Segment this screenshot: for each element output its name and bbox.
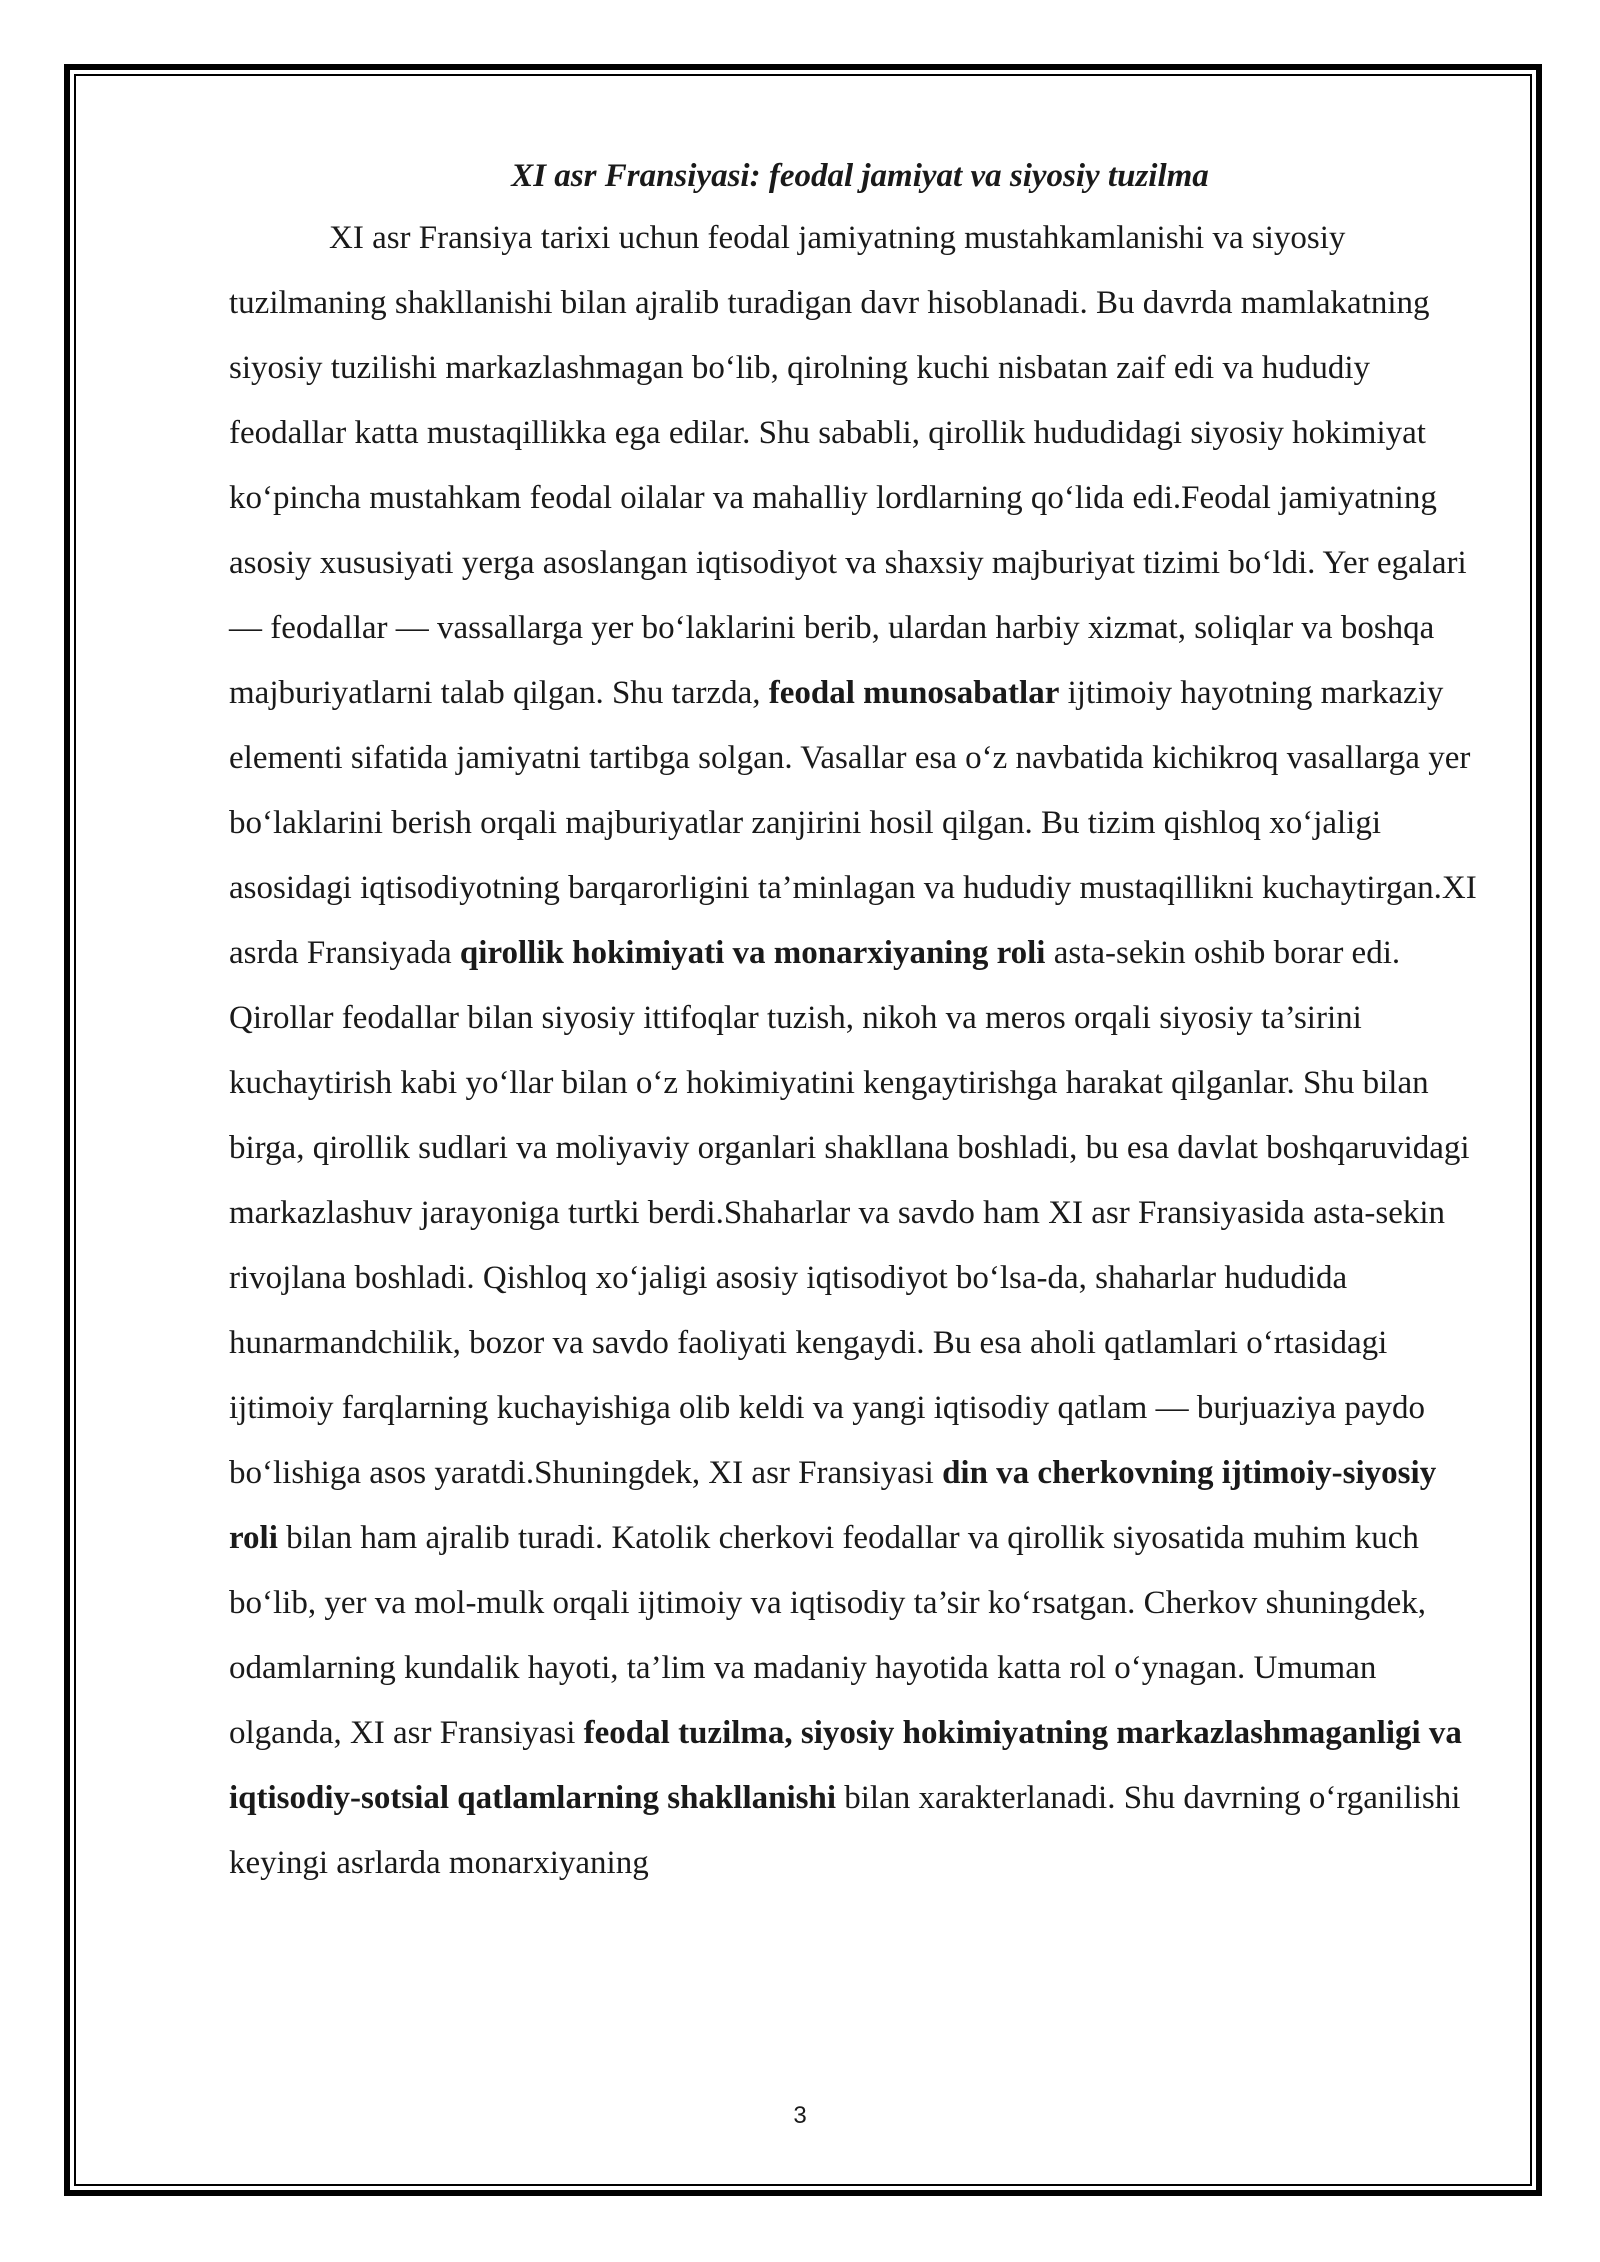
paragraph-text: XI asr Fransiya tarixi uchun feodal jamiyatning mustahkamlanishi va siyosiy tuzilmaning shakllanishi bilan ajralib turadigan davr hisoblanadi. Bu davrda mamlakatning siyosiy tuzilishi markazlashmagan bo‘lib, qirolning kuchi nisbatan zaif edi va hududiy feodallar katta mustaqillikka ega edilar. Shu sababli, qirollik hududidagi siyosiy hokimiyat ko‘pincha mustahkam feodal oilalar va mahalliy lordlarning qo‘lida edi.Feodal jamiyatning asosiy xususiyati yerga asoslangan iqtisodiyot va shaxsiy majburiyat tizimi bo‘ldi. Yer egalari — feodallar — vassallarga yer bo‘laklarini berib, ulardan harbiy xizmat, soliqlar va boshqa majburiyatlarni talab qilgan. Shu tarzda, xyxy=(229,220,1467,711)
document-body xyxy=(229,148,1491,1896)
document-title: XI asr Fransiyasi: feodal jamiyat va siyosiy tuzilma xyxy=(511,158,1209,194)
paragraph-text: bilan ham ajralib turadi. Katolik cherkovi feodallar va qirollik siyosatida muhim kuch bo‘lib, yer va mol-mulk orqali ijtimoiy va iqtisodiy ta’sir ko‘rsatgan. Cherkov shuningdek, odamlarning kundalik hayoti, ta’lim va madaniy hayotida katta rol o‘ynagan. Umuman olganda, XI asr Fransiyasi xyxy=(229,1520,1426,1751)
bold-term-feodal-tuzilma: feodal tuzilma, siyosiy hokimiyatning markazlashmaganligi va iqtisodiy-sotsial qatlamlarning shakllanishi xyxy=(229,1715,1462,1816)
bold-term-qirollik-hokimiyati: qirollik hokimiyati va monarxiyaning roli xyxy=(459,935,1046,971)
main-paragraph xyxy=(229,206,1491,1896)
bold-term-din-va-cherkov: din va cherkovning ijtimoiy-siyosiy roli xyxy=(229,1455,1437,1556)
paragraph-text: ijtimoiy hayotning markaziy elementi sifatida jamiyatni tartibga solgan. Vasallar esa o‘z navbatida kichikroq vasallarga yer bo‘laklarini berish orqali majburiyatlar zanjirini hosil qilgan. Bu tizim qishloq xo‘jaligi asosidagi iqtisodiyotning barqarorligini ta’minlagan va hududiy mustaqillikni kuchaytirgan.XI asrda Fransiyada xyxy=(229,675,1477,971)
paragraph-text: asta-sekin oshib borar edi. Qirollar feodallar bilan siyosiy ittifoqlar tuzish, nikoh va meros orqali siyosiy ta’sirini kuchaytirish kabi yo‘llar bilan o‘z hokimiyatini kengaytirishga harakat qilganlar. Shu bilan birga, qirollik sudlari va moliyaviy organlari shakllana boshladi, bu esa davlat boshqaruvidagi markazlashuv jarayoniga turtki berdi.Shaharlar va savdo ham XI asr Fransiyasida asta-sekin rivojlana boshladi. Qishloq xo‘jaligi asosiy iqtisodiyot bo‘lsa-da, shaharlar hududida hunarmandchilik, bozor va savdo faoliyati kengaydi. Bu esa aholi qatlamlari o‘rtasidagi ijtimoiy farqlarning kuchayishiga olib keldi va yangi iqtisodiy qatlam — burjuaziya paydo bo‘lishiga asos yaratdi.Shuningdek, XI asr Fransiyasi xyxy=(229,935,1470,1491)
bold-term-feodal-munosabatlar: feodal munosabatlar xyxy=(768,675,1060,711)
page-number: 3 xyxy=(793,2102,807,2129)
paragraph-text: bilan xarakterlanadi. Shu davrning o‘rganilishi keyingi asrlarda monarxiyaning xyxy=(229,1780,1461,1881)
